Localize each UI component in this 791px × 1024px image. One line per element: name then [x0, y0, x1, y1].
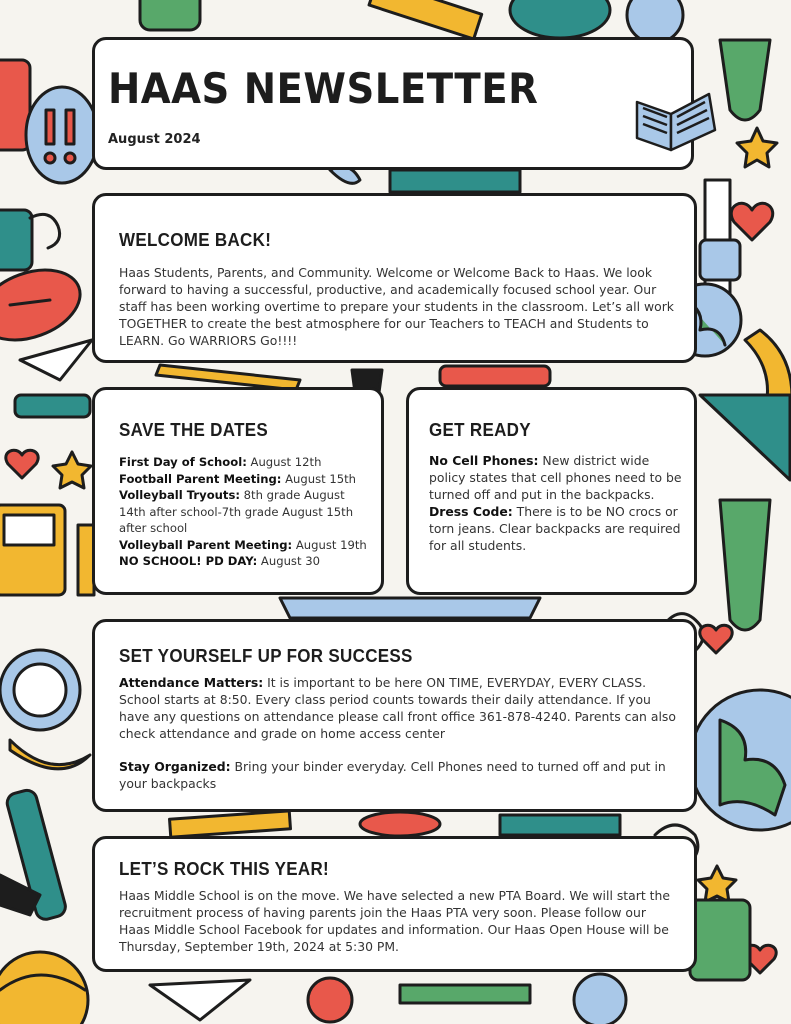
success-item-organized: Stay Organized: Bring your binder everyday. Cell Phones need to turned off and put in your backpacks — [119, 759, 666, 791]
success-card — [92, 619, 697, 812]
policy-item-dress-code: Dress Code: There is to be NO crocs or torn jeans. Clear backpacks are required for all students. — [429, 504, 681, 553]
get-ready-heading: GET READY — [429, 420, 531, 441]
date-item-no-school: NO SCHOOL! PD DAY: August 30 — [119, 554, 320, 568]
bg-tablet-icon — [690, 900, 750, 980]
bg-pencil-icon — [400, 985, 530, 1003]
date-item-volleyball-meeting: Volleyball Parent Meeting: August 19th — [119, 537, 367, 552]
rock-this-year-card — [92, 836, 697, 972]
bg-bag-icon — [0, 210, 32, 270]
bg-plane-icon — [20, 340, 92, 380]
bg-ruler-icon — [500, 815, 620, 835]
bg-clock-icon — [574, 974, 626, 1024]
newsletter-date: August 2024 — [108, 132, 201, 147]
bg-flask-icon — [140, 0, 200, 30]
bg-heart-icon — [6, 450, 38, 478]
policy-item-cell-phones: No Cell Phones: New district wide policy states that cell phones need to be turned off and put in the backpacks. — [429, 453, 682, 502]
get-ready-text — [429, 452, 682, 554]
success-text — [119, 674, 676, 792]
bg-dot-icon — [65, 153, 75, 163]
bg-ruler-icon — [369, 0, 482, 39]
bg-triangle-ruler-icon — [700, 395, 790, 480]
bg-dot-icon — [45, 153, 55, 163]
bg-crayon-icon — [15, 395, 90, 417]
bg-plane-icon — [150, 980, 250, 1020]
bg-heart-icon — [731, 203, 772, 240]
date-item-first-day: First Day of School: August 12th — [119, 455, 322, 469]
bg-heart-icon — [700, 625, 732, 653]
bg-book-icon — [280, 598, 540, 618]
newsletter-header-card — [92, 37, 694, 170]
rock-this-year-heading: LET’S ROCK THIS YEAR! — [119, 859, 330, 880]
bg-banana-icon — [10, 740, 90, 769]
bg-flask-icon — [720, 500, 770, 630]
success-item-attendance: Attendance Matters: It is important to be here ON TIME, EVERYDAY, EVERY CLASS. School starts at 8:50. Every class period counts towards their daily attendance. If you have any questions on attendance please call front office 361-878-4240. Parents can also check attendance and grade on home access center — [119, 675, 676, 741]
bg-book-icon — [390, 170, 520, 192]
get-ready-card — [406, 387, 697, 595]
bg-flask-icon — [720, 40, 770, 120]
rock-this-year-text: Haas Middle School is on the move. We have selected a new PTA Board. We will start the recruitment process of having parents join the Haas PTA very soon. Please follow our Haas Middle School Facebook for updates and information. Our Haas Open House will be Thursday, September 19th, 2024 at 5:30 PM. — [119, 888, 670, 954]
bg-speech-bubble-icon — [26, 87, 98, 183]
save-the-dates-list — [119, 454, 369, 570]
success-heading: SET YOURSELF UP FOR SUCCESS — [119, 646, 413, 667]
newsletter-title: HAAS NEWSLETTER — [108, 64, 539, 113]
bg-star-icon — [698, 866, 736, 902]
bg-pencil-icon — [170, 811, 291, 837]
bg-crayon-icon — [440, 366, 550, 386]
save-the-dates-heading: SAVE THE DATES — [119, 420, 269, 441]
welcome-back-text: Haas Students, Parents, and Community. Welcome or Welcome Back to Haas. We look forward to having a successful, productive, and academically focused school year. Our staff has been working overtime to prepare your students in the classroom. Let’s all work TOGETHER to create the best atmosphere for our Teachers to TEACH and Students to LEARN. Go WARRIORS Go!!!! — [119, 265, 674, 348]
bg-basketball-icon — [0, 952, 88, 1024]
bg-paper-clip-icon — [30, 214, 60, 248]
bg-apple-icon — [308, 978, 352, 1022]
bg-lunchbox-icon — [700, 240, 740, 280]
bg-exclaim-mark-icon — [66, 110, 74, 144]
date-item-football-meeting: Football Parent Meeting: August 15th — [119, 471, 357, 486]
save-the-dates-card — [92, 387, 384, 595]
bg-eraser-icon — [360, 812, 440, 836]
bg-star-icon — [737, 128, 777, 167]
bg-backpack-icon — [510, 0, 610, 38]
welcome-back-card — [92, 193, 697, 363]
date-item-volleyball-tryouts: Volleyball Tryouts: 8th grade August 14th after school-7th grade August 15th after school — [119, 488, 354, 535]
open-book-icon — [631, 82, 721, 154]
bg-exclaim-mark-icon — [46, 110, 54, 144]
welcome-back-heading: WELCOME BACK! — [119, 230, 272, 251]
bg-star-icon — [53, 452, 91, 488]
